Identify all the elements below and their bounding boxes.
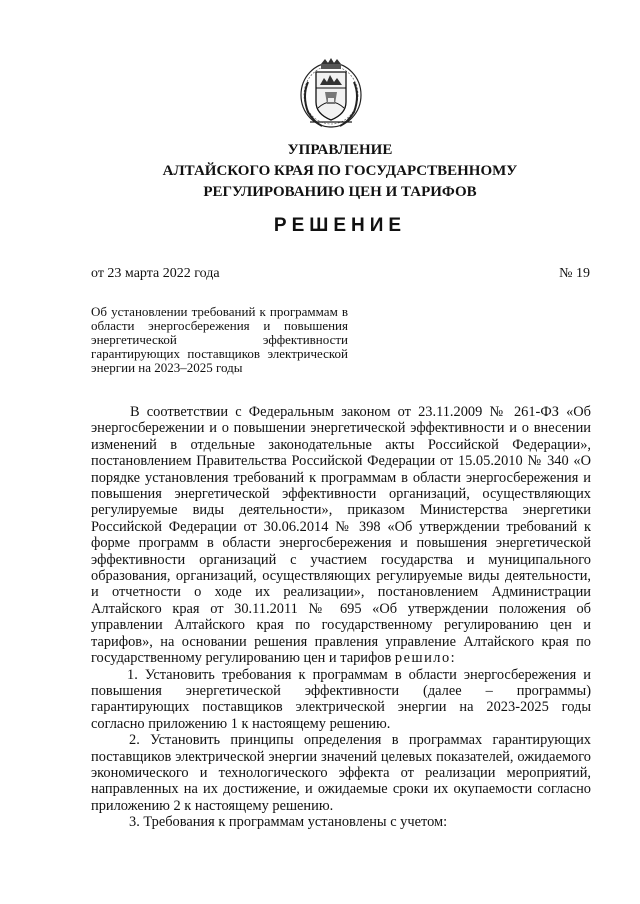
- preamble-text: В соответствии с Федеральным законом от 23.11.2009 № 261-ФЗ «Об энергосбережении и о повышении энергетической эффективности и о внесении изменений в отдельные законодательные акты Российской Федерации», постановлением Правительства Российской Федерации от 15.05.2010 № 340 «О порядке установления требований к программам в области энергосбережения и повышения энергетической эффективности организаций, осуществляющих регулируемые виды деятельности», приказом Министерства энергетики Российской Федерации от 30.06.2014 № 398 «Об утверждении требований к форме программ в области энергосбережения и повышения энергетической эффективности организаций с участием государства и муниципального образования, организаций, осуществляющих регулируемые виды деятельности, и отчетности о ходе их реализации», постановлением Администрации Алтайского края от 30.11.2011 № 695 «Об утверждении положения об управлении Алтайского края по государственному регулированию цен и тарифов», на основании решения правления управление Алтайского края по государственному регулированию цен и тарифов: [91, 404, 591, 667]
- decision-number: № 19: [559, 266, 590, 281]
- decision-body: [91, 404, 591, 831]
- decision-subject: Об установлении требований к программам в области энергосбережения и повышения энергетической эффективности гарантирующих поставщиков электрической энергии на 2023–2025 годы: [91, 304, 348, 375]
- org-line-1: УПРАВЛЕНИЕ: [287, 142, 393, 158]
- item-1: 1. Установить требования к программам в области энергосбережения и повышения энергетической эффективности (далее – программы) гарантирующих поставщиков электрической энергии на 2023-2025 годы согласно приложению 1 к настоящему решению.: [91, 666, 591, 732]
- document-type-title: РЕШЕНИЕ: [273, 215, 407, 236]
- decided-word: решило:: [394, 650, 457, 667]
- decision-date: от 23 марта 2022 года: [91, 266, 220, 281]
- org-line-2: АЛТАЙСКОГО КРАЯ ПО ГОСУДАРСТВЕННОМУ: [162, 163, 518, 179]
- preamble-paragraph: [91, 404, 591, 667]
- item-2: 2. Установить принципы определения в программах гарантирующих поставщиков электрической энергии значений целевых показателей, ожидаемого экономического и технологического эффекта от реализации мероприятий, направленных на их достижение, и ожидаемые сроки их окупаемости согласно приложению 2 к настоящему решению.: [91, 732, 591, 814]
- coat-of-arms: [296, 56, 366, 132]
- org-line-3: РЕГУЛИРОВАНИЮ ЦЕН И ТАРИФОВ: [203, 184, 477, 200]
- item-3: 3. Требования к программам установлены с учетом:: [129, 814, 448, 831]
- altai-emblem-icon: [296, 56, 366, 132]
